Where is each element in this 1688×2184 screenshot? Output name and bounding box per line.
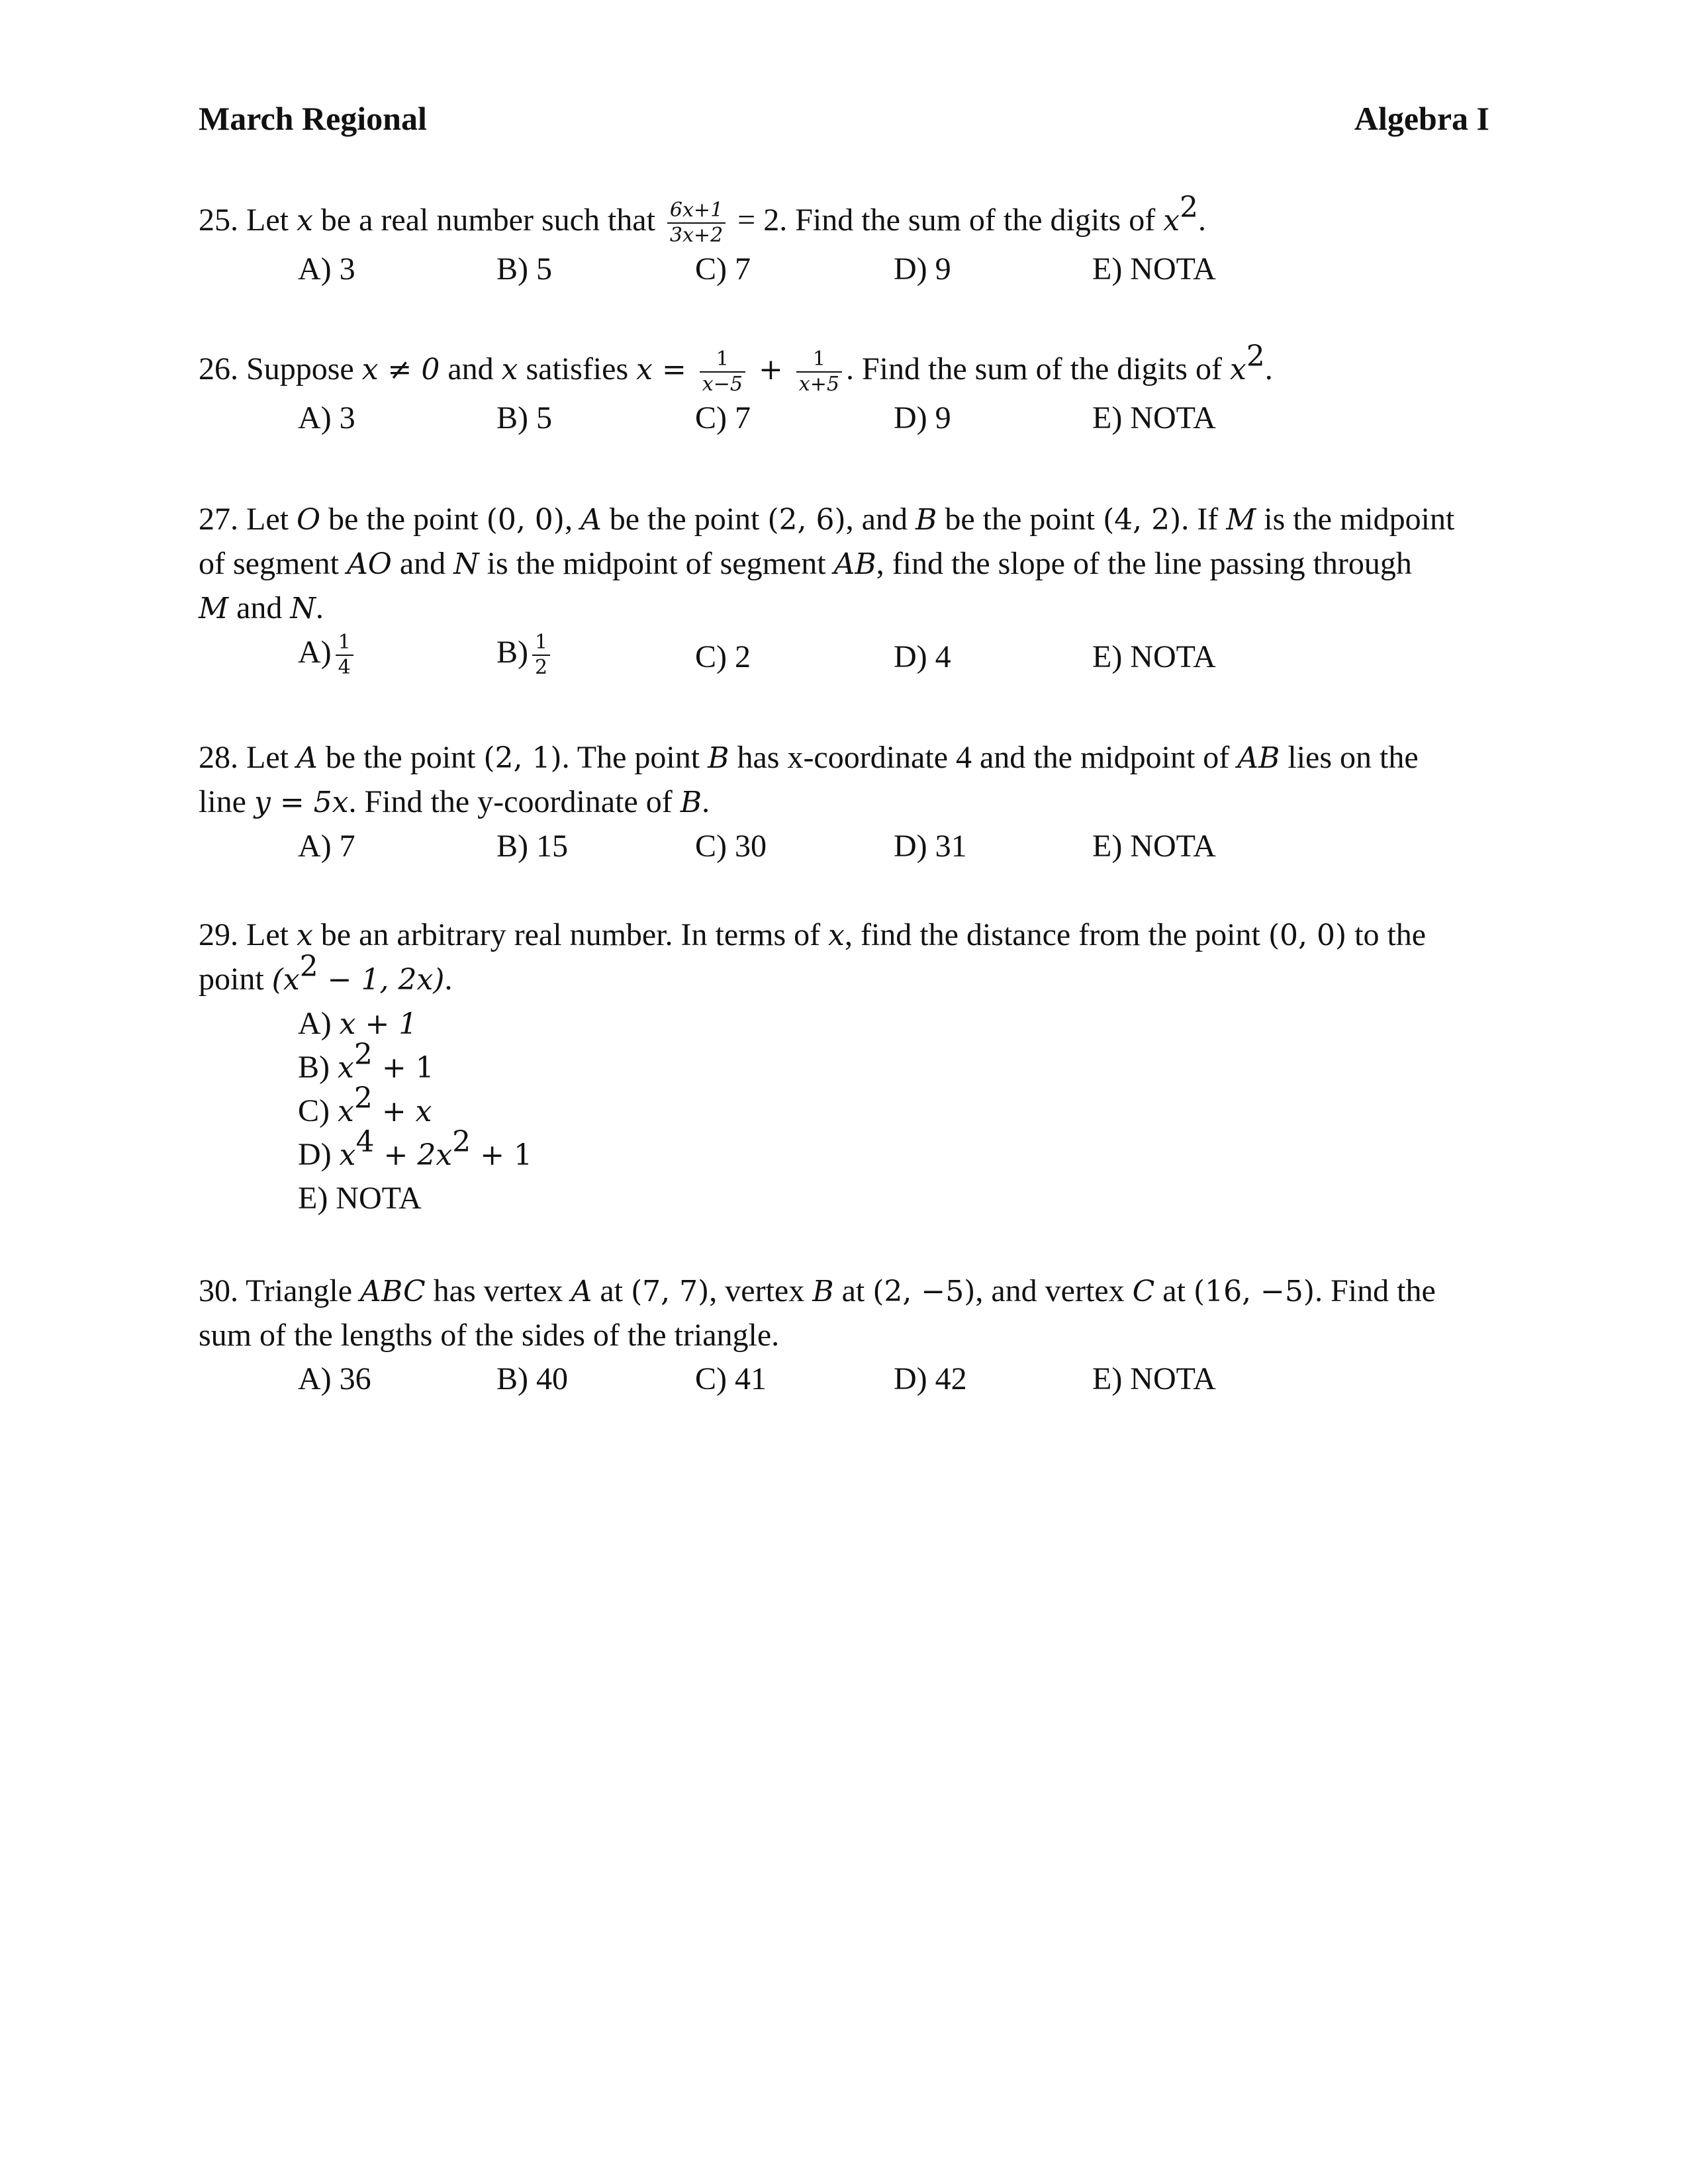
choice-d: D) 31 bbox=[894, 829, 967, 864]
choice-e: E) NOTA bbox=[1092, 400, 1216, 435]
problem-30 bbox=[199, 1269, 1496, 1401]
problem-26-choices bbox=[199, 396, 1496, 440]
choice-e: E) NOTA bbox=[298, 1181, 422, 1216]
choice-e: E) NOTA bbox=[1092, 829, 1216, 864]
problem-25-question: 25. Let x be a real number such that $\frac{6x+1}{3x+2}$ = 2. Find the sum of the digits of $x^2$. bbox=[199, 191, 1207, 247]
choice-b: B) 40 bbox=[496, 1361, 568, 1396]
choice-d: D) 4 bbox=[894, 639, 951, 674]
choice-c: C) 41 bbox=[695, 1361, 767, 1396]
choice-a: A) 3 bbox=[298, 251, 355, 287]
problem-30-choices bbox=[199, 1357, 1496, 1401]
choice-b: B) 5 bbox=[496, 400, 552, 435]
problem-29 bbox=[199, 913, 1496, 1220]
choice-c: C) 7 bbox=[695, 251, 751, 287]
choice-b: B) $x^2 + 1$ bbox=[298, 1038, 434, 1085]
problem-29-line-2: point ($x^2 - 1$, 2x). bbox=[199, 950, 453, 997]
choice-a: A) 3 bbox=[298, 400, 355, 435]
choice-d: D) 9 bbox=[894, 251, 951, 287]
fraction: $\frac{1}{x-5}$ bbox=[700, 347, 745, 396]
problem-27-line-2: of segment AO and N is the midpoint of segment AB, find the slope of the line passing through bbox=[199, 546, 1412, 581]
choice-e: E) NOTA bbox=[1092, 639, 1216, 674]
header-subject: Algebra I bbox=[1354, 100, 1489, 137]
problem-26-question: 26. Suppose x ≠ 0 and x satisfies x = $\frac{1}{x-5}$ + $\frac{1}{x+5}$ . Find the sum of the digits of $x^2$. bbox=[199, 340, 1273, 396]
problem-29-line-1: 29. Let x be an arbitrary real number. In terms of x, find the distance from the point (0, 0) to the bbox=[199, 917, 1427, 952]
choice-e: E) NOTA bbox=[1092, 1361, 1216, 1396]
choice-a: A) $\frac{1}{4}$ bbox=[298, 631, 357, 680]
choice-a: A) 7 bbox=[298, 829, 355, 864]
choice-d: D) 9 bbox=[894, 400, 951, 435]
choice-c: C) 7 bbox=[695, 400, 751, 435]
problem-26 bbox=[199, 340, 1496, 440]
problem-25 bbox=[199, 191, 1496, 291]
header-competition: March Regional bbox=[199, 100, 427, 137]
fraction: $\frac{1}{4}$ bbox=[336, 631, 353, 680]
problem-28-choices bbox=[199, 825, 1496, 868]
problem-25-choices bbox=[199, 248, 1496, 291]
problem-30-line-1: 30. Triangle ABC has vertex A at (7, 7), vertex B at (2, −5), and vertex C at (16, −5). Find the bbox=[199, 1273, 1436, 1308]
choice-d: D) 42 bbox=[894, 1361, 967, 1396]
choice-a: A) x + 1 bbox=[298, 1006, 418, 1041]
choice-a: A) 36 bbox=[298, 1361, 371, 1396]
fraction: $\frac{1}{x+5}$ bbox=[796, 347, 842, 396]
choice-c: C) 30 bbox=[695, 829, 767, 864]
problem-27-line-3: M and N. bbox=[199, 590, 324, 625]
problem-30-line-2: sum of the lengths of the sides of the triangle. bbox=[199, 1318, 780, 1353]
problem-28 bbox=[199, 736, 1496, 868]
fraction: $\frac{6x+1}{3x+2}$ bbox=[667, 199, 726, 248]
problem-28-line-1: 28. Let A be the point (2, 1). The point B has x-coordinate 4 and the midpoint of AB lies on the bbox=[199, 740, 1419, 775]
choice-c: C) 2 bbox=[695, 639, 751, 674]
page-header bbox=[199, 99, 1489, 139]
choice-d: D) $x^4 + 2x^2 + 1$ bbox=[298, 1125, 532, 1172]
problem-29-choices bbox=[298, 1002, 1496, 1220]
choice-e: E) NOTA bbox=[1092, 251, 1216, 287]
choice-b: B) 5 bbox=[496, 251, 552, 287]
fraction: $\frac{1}{2}$ bbox=[532, 631, 550, 680]
problem-27-choices bbox=[199, 631, 1496, 684]
problem-28-line-2: line y = 5x. Find the y-coordinate of B. bbox=[199, 784, 710, 819]
problem-27-line-1: 27. Let O be the point (0, 0), A be the point (2, 6), and B be the point (4, 2). If M is the midpoint bbox=[199, 502, 1455, 537]
choice-b: B) 15 bbox=[496, 829, 568, 864]
choice-c: C) $x^2 + x$ bbox=[298, 1081, 432, 1128]
problem-27 bbox=[199, 498, 1496, 684]
choice-b: B) $\frac{1}{2}$ bbox=[496, 631, 554, 680]
